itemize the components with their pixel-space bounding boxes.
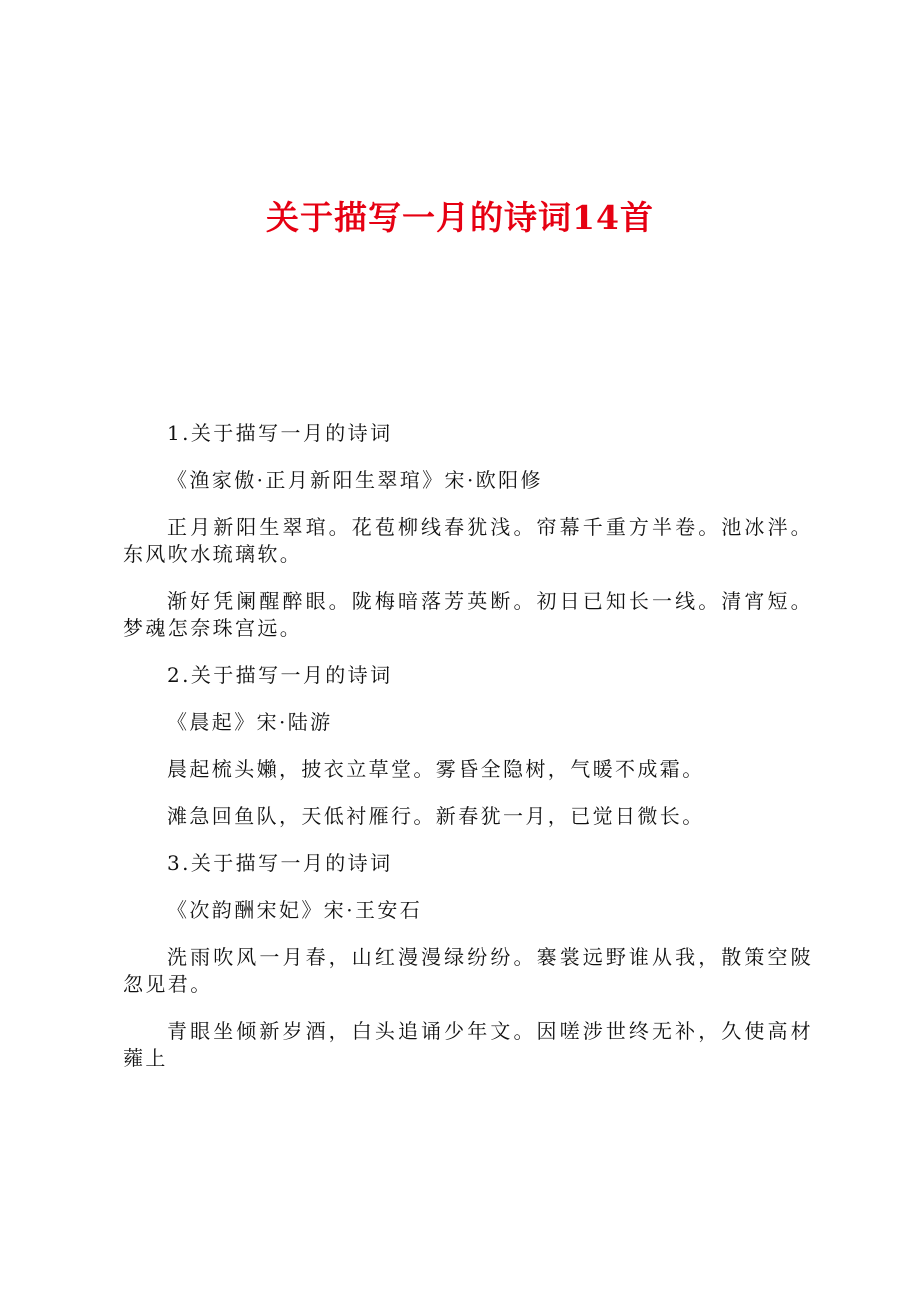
section-heading: 2.关于描写一月的诗词 [167, 663, 393, 687]
poem-line: 晨起梳头嬾，披衣立草堂。雾昏全隐树，气暖不成霜。 [167, 757, 705, 781]
poem-line: 青眼坐倾新岁酒，白头追诵少年文。因嗟涉世终无补，久使高材蕹上 [123, 1019, 813, 1070]
section-heading: 1.关于描写一月的诗词 [167, 421, 393, 445]
poem-line: 渐好凭阑醒醉眼。陇梅暗落芳英断。初日已知长一线。清宵短。梦魂怎奈珠宫远。 [123, 589, 813, 640]
poem-title: 《渔家傲·正月新阳生翠琯》宋·欧阳修 [167, 468, 543, 492]
poem-title: 《次韵酬宋妃》宋·王安石 [167, 898, 423, 922]
poem-line: 洗雨吹风一月春，山红漫漫绿纷纷。褰裳远野谁从我，散策空陂忽见君。 [123, 945, 813, 996]
section-heading: 3.关于描写一月的诗词 [167, 851, 393, 875]
document-title: 关于描写一月的诗词14首 [266, 198, 654, 237]
poem-line: 滩急回鱼队，天低衬雁行。新春犹一月，已觉日微长。 [167, 804, 705, 828]
poem-line: 正月新阳生翠琯。花苞柳线春犹浅。帘幕千重方半卷。池冰泮。东风吹水琉璃软。 [123, 515, 813, 566]
document-body [123, 420, 813, 1092]
poem-title: 《晨起》宋·陆游 [167, 710, 333, 734]
